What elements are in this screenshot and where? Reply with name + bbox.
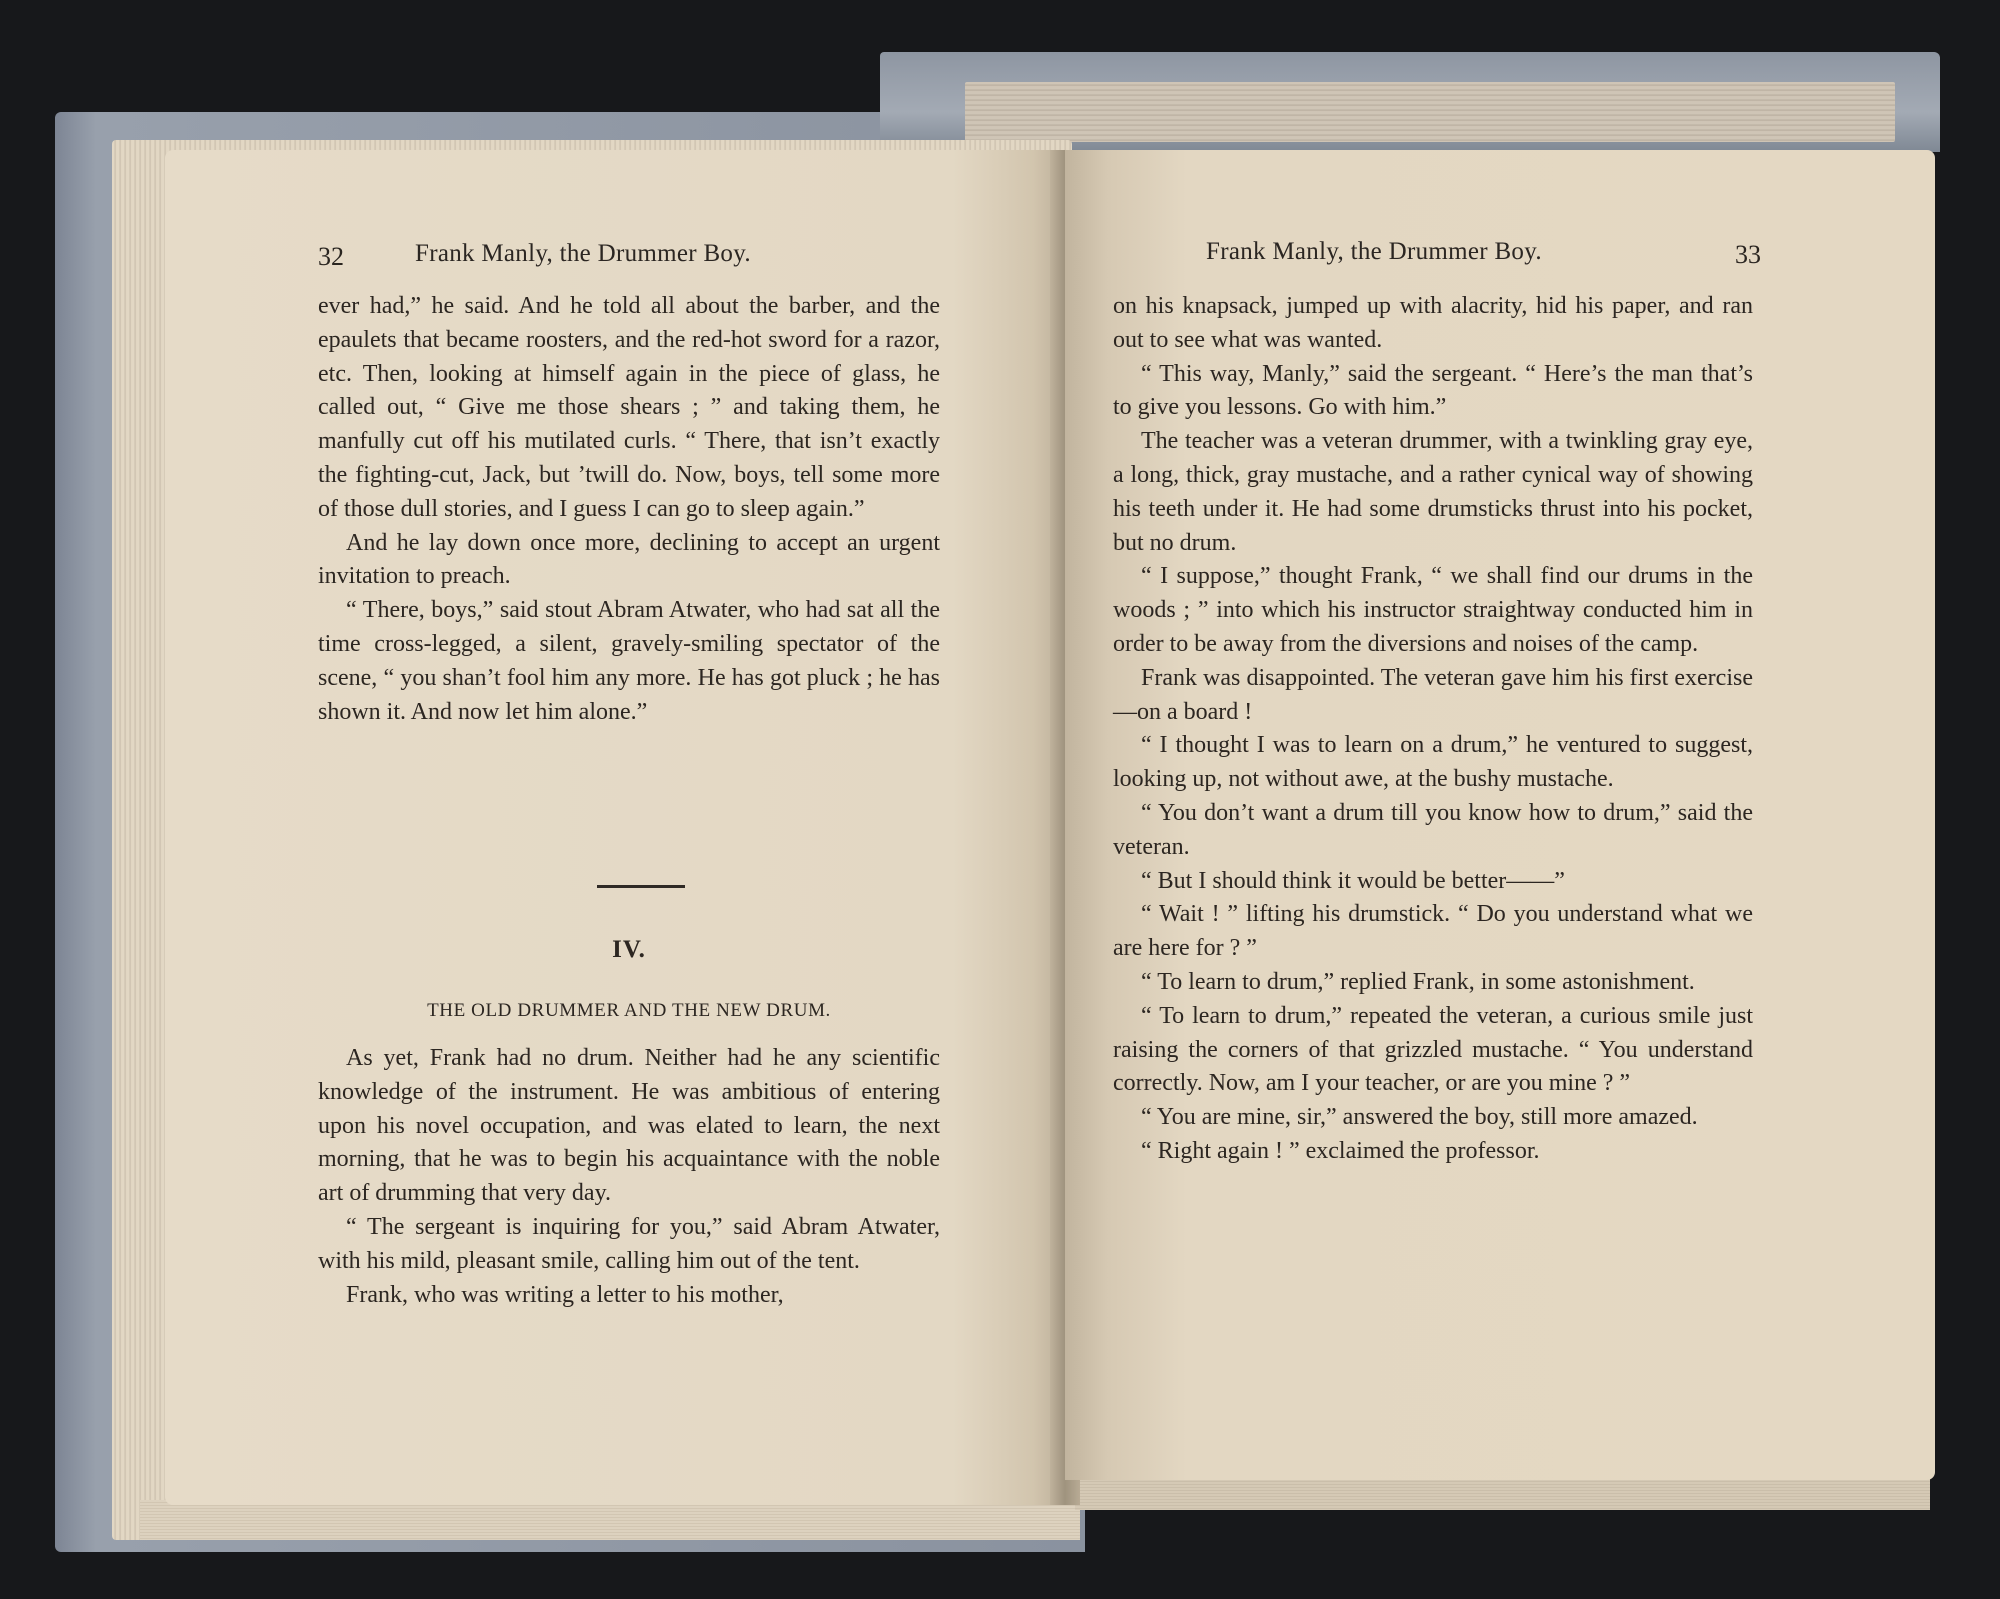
paragraph: “ To learn to drum,” repeated the veteran, a curious smile just raising the corners of that grizzled mustache. “ You understand correctly. Now, am I your teacher, or are you mine ? ”: [1113, 1002, 1753, 1097]
paragraph: Frank, who was writing a letter to his mother,: [346, 1281, 784, 1308]
paragraph: “ I suppose,” thought Frank, “ we shall find our drums in the woods ; ” into which his instructor straightway conducted him in order to be away from the diversions and noises of the camp.: [1113, 563, 1753, 657]
paragraph: “ But I should think it would be better——”: [1141, 867, 1565, 894]
paragraph: “ This way, Manly,” said the sergeant. “ Here’s the man that’s to give you lessons. Go with him.”: [1113, 360, 1753, 421]
section-divider: [597, 885, 685, 888]
paragraph: “ There, boys,” said stout Abram Atwater, who had sat all the time cross-legged, a silent, gravely-smiling spectator of the scene, “ you shan’t fool him any more. He has got pluck ; he has shown it. And now let him alone.”: [318, 597, 940, 725]
paragraph: on his knapsack, jumped up with alacrity, hid his paper, and ran out to see what was wanted.: [1113, 293, 1753, 353]
paragraph: ever had,” he said. And he told all about the barber, and the epaulets that became roosters, and the red-hot sword for a razor, etc. Then, looking at himself again in the piece of glass, he called out, “ Give me those shears ; ” and taking them, he manfully cut off his mutilated curls. “ There, that isn’t exactly the fighting-cut, Jack, but ’twill do. Now, boys, tell some more of those dull stories, and I guess I can go to sleep again.”: [318, 293, 940, 522]
page-edges-top: [965, 82, 1895, 142]
left-text-top: [318, 290, 940, 729]
right-running-head: Frank Manly, the Drummer Boy.: [1206, 238, 1542, 265]
paragraph: “ The sergeant is inquiring for you,” said Abram Atwater, with his mild, pleasant smile, calling him out of the tent.: [318, 1213, 940, 1274]
right-page-number: 33: [1735, 240, 1761, 269]
right-page: [1065, 150, 1935, 1480]
paragraph: “ You are mine, sir,” answered the boy, still more amazed.: [1141, 1104, 1698, 1131]
paragraph: “ You don’t want a drum till you know how to drum,” said the veteran.: [1113, 799, 1753, 860]
left-running-head: Frank Manly, the Drummer Boy.: [415, 240, 751, 267]
right-text: [1113, 290, 1753, 1169]
chapter-title: THE OLD DRUMMER AND THE NEW DRUM.: [427, 1000, 831, 1021]
paragraph: “ Right again ! ” exclaimed the professor.: [1141, 1137, 1540, 1164]
paragraph: And he lay down once more, declining to accept an urgent invitation to preach.: [318, 529, 940, 590]
paragraph: Frank was disappointed. The veteran gave him his first exercise—on a board !: [1113, 664, 1753, 725]
paragraph: “ To learn to drum,” replied Frank, in some astonishment.: [1141, 968, 1695, 995]
paragraph: As yet, Frank had no drum. Neither had he any scientific knowledge of the instrument. He was ambitious of entering upon his novel occupation, and was elated to learn, the next morning, that he was to begin his acquaintance with the noble art of drumming that very day.: [318, 1045, 940, 1207]
paragraph: “ Wait ! ” lifting his drumstick. “ Do you understand what we are here for ? ”: [1113, 901, 1753, 962]
chapter-number: IV.: [612, 936, 646, 963]
left-page: [165, 150, 1060, 1505]
page-stack-bottom-left: [140, 1500, 1080, 1540]
left-page-number: 32: [318, 242, 344, 271]
left-text-bottom: [318, 1042, 940, 1312]
paragraph: “ I thought I was to learn on a drum,” he ventured to suggest, looking up, not without awe, at the bushy mustache.: [1113, 732, 1753, 793]
paragraph: The teacher was a veteran drummer, with a twinkling gray eye, a long, thick, gray mustache, and a rather cynical way of showing his teeth under it. He had some drumsticks thrust into his pocket, but no drum.: [1113, 428, 1753, 556]
